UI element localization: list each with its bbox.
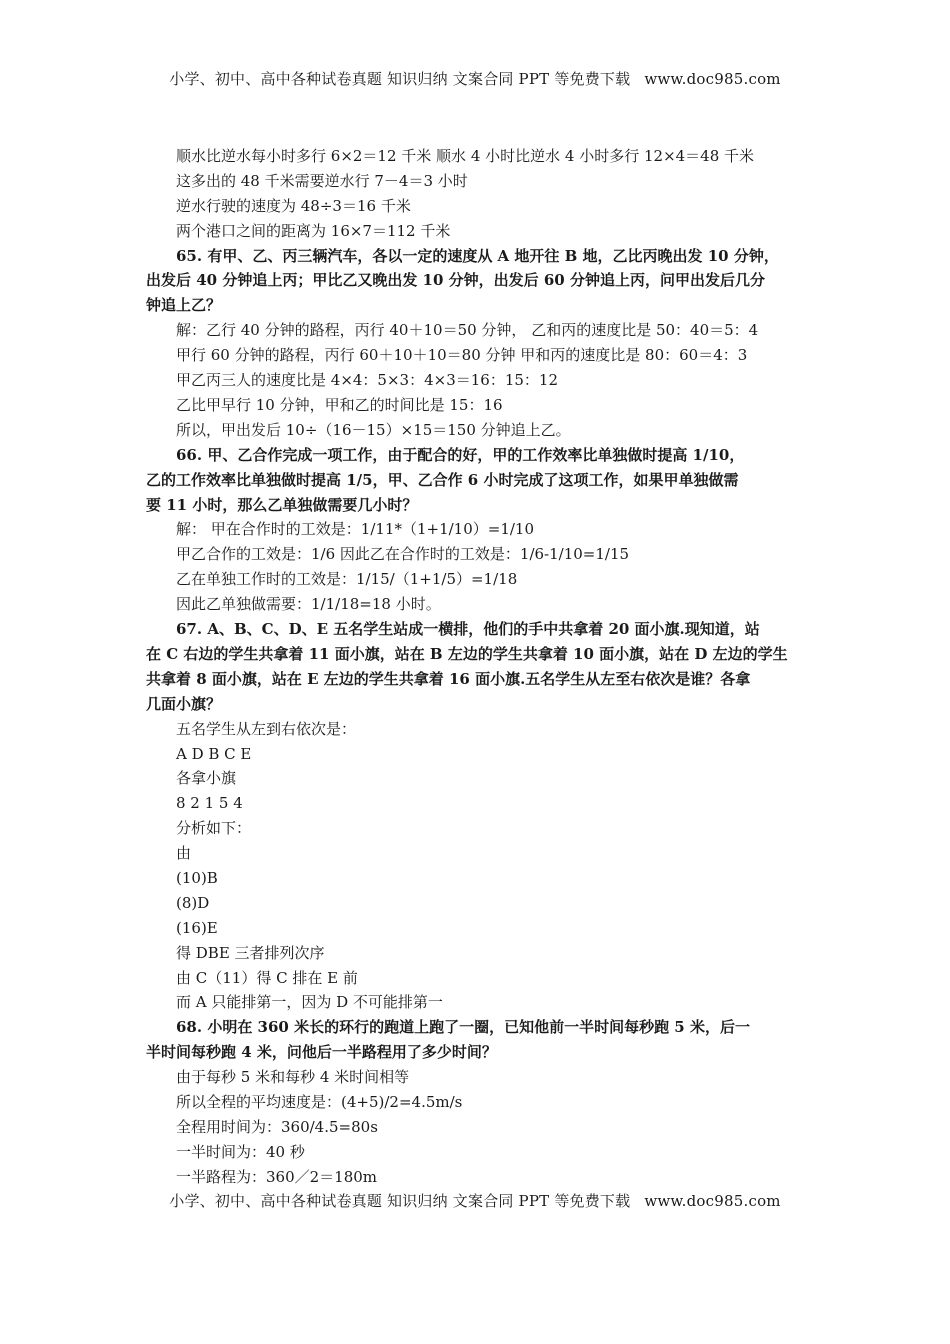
answer-line: 一半路程为：360／2＝180m [176, 1167, 378, 1186]
answer-line: 甲乙丙三人的速度比是 4×4：5×3：4×3＝16：15：12 [176, 371, 558, 390]
answer-line: 各拿小旗 [176, 769, 237, 788]
answer-line: 解： 甲在合作时的工效是：1/11*（1+1/10）=1/10 [176, 520, 535, 539]
answer-line: 一半时间为：40 秒 [176, 1142, 305, 1161]
intro-line: 两个港口之间的距离为 16×7＝112 千米 [176, 221, 451, 240]
answer-line: (8)D [176, 893, 210, 912]
footer-url: www.doc985.com [644, 1192, 781, 1210]
problem-67 [146, 617, 808, 1015]
question-line: 66. 甲、乙合作完成一项工作，由于配合的好，甲的工作效率比单独做时提高 1/10， [176, 445, 745, 464]
answer-line: 甲行 60 分钟的路程，丙行 60＋10＋10＝80 分钟 甲和丙的速度比是 80：60＝4：3 [176, 346, 748, 365]
question-line: 67. A、B、C、D、E 五名学生站成一横排，他们的手中共拿着 20 面小旗.现知道，站 [176, 620, 760, 639]
question-line: 几面小旗？ [146, 694, 222, 713]
question-line: 68. 小明在 360 米长的环行的跑道上跑了一圈，已知他前一半时间每秒跑 5 米，后一 [176, 1018, 750, 1037]
question-line: 要 11 小时，那么乙单独做需要几小时？ [146, 495, 418, 514]
answer-line: 由 C（11）得 C 排在 E 前 [176, 968, 358, 987]
answer-line: 因此乙单独做需要：1/1/18=18 小时。 [176, 595, 441, 614]
answer-line: 所以全程的平均速度是：(4+5)/2=4.5m/s [176, 1093, 463, 1112]
problem-65 [146, 244, 808, 443]
problem-66 [146, 443, 808, 617]
question-line: 半时间每秒跑 4 米，问他后一半路程用了多少时间？ [146, 1043, 497, 1062]
question-line: 共拿着 8 面小旗，站在 E 左边的学生共拿着 16 面小旗.五名学生从左至右依次是谁？各拿 [146, 669, 751, 688]
intro-line: 逆水行驶的速度为 48÷3＝16 千米 [176, 196, 411, 215]
answer-line: 8 2 1 5 4 [176, 794, 243, 813]
page-header [0, 68, 950, 89]
answer-line: 乙比甲早行 10 分钟，甲和乙的时间比是 15：16 [176, 395, 503, 414]
intro-line: 顺水比逆水每小时多行 6×2＝12 千米 顺水 4 小时比逆水 4 小时多行 12×4＝48 千米 [176, 147, 755, 165]
header-url: www.doc985.com [644, 70, 781, 88]
footer-text: 小学、初中、高中各种试卷真题 知识归纳 文案合同 PPT 等免费下载 [169, 1192, 631, 1210]
answer-line: (10)B [176, 868, 218, 887]
answer-line: 由于每秒 5 米和每秒 4 米时间相等 [176, 1068, 410, 1087]
answer-line: 而 A 只能排第一，因为 D 不可能排第一 [176, 993, 443, 1012]
problem-68 [146, 1015, 808, 1189]
question-line: 在 C 右边的学生共拿着 11 面小旗，站在 B 左边的学生共拿着 10 面小旗，站在 D 左边的学生 [146, 644, 788, 663]
answer-line: 甲乙合作的工效是：1/6 因此乙在合作时的工效是：1/6-1/10=1/15 [176, 545, 630, 564]
answer-line: 五名学生从左到右依次是： [176, 719, 357, 738]
page-footer [0, 1190, 950, 1211]
question-line: 出发后 40 分钟追上丙；甲比乙又晚出发 10 分钟，出发后 60 分钟追上丙，问甲出发后几分 [146, 271, 765, 290]
answer-line: 乙在单独工作时的工效是：1/15/（1+1/5）=1/18 [176, 570, 518, 589]
header-text: 小学、初中、高中各种试卷真题 知识归纳 文案合同 PPT 等免费下载 [169, 70, 631, 88]
document-body [146, 144, 808, 1190]
answer-line: 全程用时间为：360/4.5=80s [176, 1117, 378, 1136]
answer-line: 所以，甲出发后 10÷（16－15）×15＝150 分钟追上乙。 [176, 420, 571, 439]
question-line: 钟追上乙？ [146, 296, 222, 315]
question-line: 65. 有甲、乙、丙三辆汽车，各以一定的速度从 A 地开往 B 地，乙比丙晚出发 10 分钟， [176, 246, 779, 265]
answer-line: (16)E [176, 918, 218, 937]
answer-line: 解：乙行 40 分钟的路程，丙行 40＋10＝50 分钟， 乙和丙的速度比是 50：40＝5：4 [176, 321, 759, 340]
answer-line: 分析如下： [176, 819, 252, 838]
answer-line: 得 DBE 三者排列次序 [176, 943, 325, 962]
question-line: 乙的工作效率比单独做时提高 1/5，甲、乙合作 6 小时完成了这项工作，如果甲单独做需 [146, 470, 739, 489]
intro-line: 这多出的 48 千米需要逆水行 7－4＝3 小时 [176, 171, 468, 190]
answer-line: 由 [176, 844, 192, 863]
answer-line: A D B C E [176, 744, 252, 763]
